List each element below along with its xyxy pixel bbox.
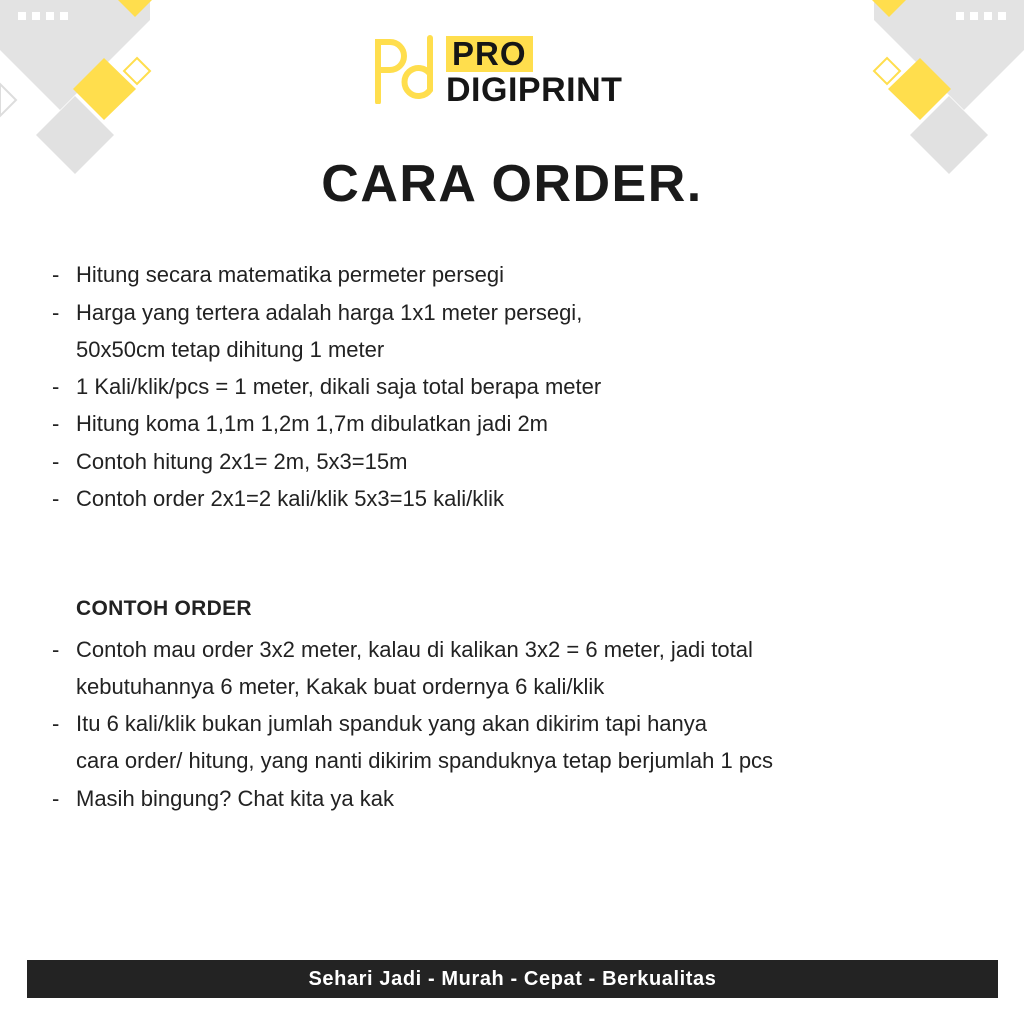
logo-text-digiprint: DIGIPRINT [446, 71, 623, 109]
list-dash: - [52, 486, 60, 511]
list-dash: - [52, 786, 60, 811]
list-item-text: Harga yang tertera adalah harga 1x1 meter persegi, [76, 300, 583, 325]
list-item-text: Contoh mau order 3x2 meter, kalau di kalikan 3x2 = 6 meter, jadi total [76, 637, 753, 662]
example-heading: CONTOH ORDER [76, 597, 252, 620]
page-title: CARA ORDER. [321, 155, 703, 213]
list-item-text-continued: cara order/ hitung, yang nanti dikirim spanduknya tetap berjumlah 1 pcs [76, 748, 774, 773]
list-item-text: Itu 6 kali/klik bukan jumlah spanduk yang akan dikirim tapi hanya [76, 711, 708, 736]
list-dash: - [52, 637, 60, 662]
list-item-text-continued: 50x50cm tetap dihitung 1 meter [76, 337, 385, 362]
list-item-text: Contoh hitung 2x1= 2m, 5x3=15m [76, 449, 408, 474]
list-dash: - [52, 411, 60, 436]
list-dash: - [52, 300, 60, 325]
list-item-text: Hitung koma 1,1m 1,2m 1,7m dibulatkan jadi 2m [76, 411, 549, 436]
list-dash: - [52, 711, 60, 736]
list-dash: - [52, 374, 60, 399]
logo-text-pro: PRO [446, 36, 533, 72]
list-item-text: 1 Kali/klik/pcs = 1 meter, dikali saja total berapa meter [76, 374, 602, 399]
logo-monogram-icon [372, 34, 438, 104]
brand-logo [372, 34, 662, 108]
footer-tagline-bar: Sehari Jadi - Murah - Cepat - Berkualitas [27, 960, 998, 998]
list-item-text: Contoh order 2x1=2 kali/klik 5x3=15 kali/klik [76, 486, 505, 511]
list-item-text-continued: kebutuhannya 6 meter, Kakak buat ordernya 6 kali/klik [76, 674, 605, 699]
list-dash: - [52, 449, 60, 474]
list-item-text: Masih bingung? Chat kita ya kak [76, 786, 394, 811]
list-dash: - [52, 262, 60, 287]
list-item-text: Hitung secara matematika permeter persegi [76, 262, 504, 287]
